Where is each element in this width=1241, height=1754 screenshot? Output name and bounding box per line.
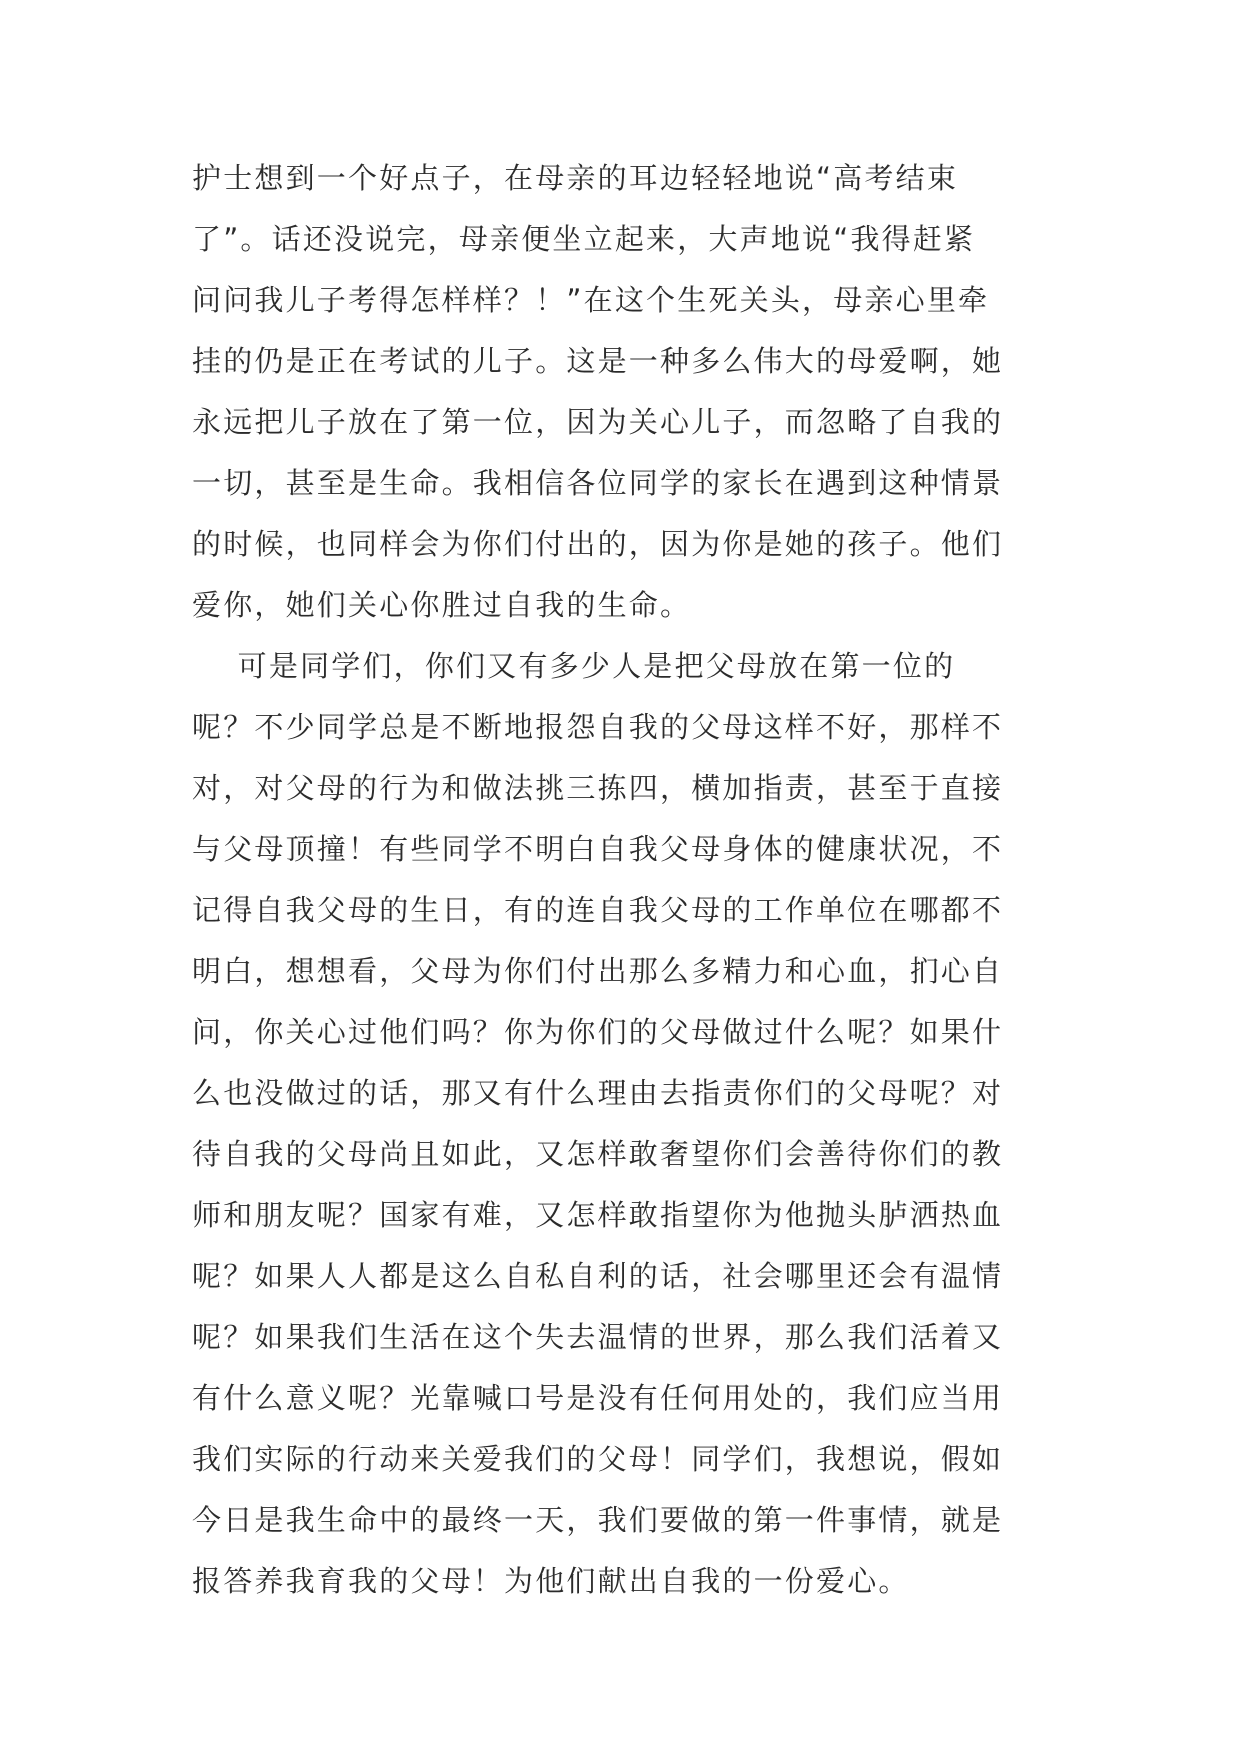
text-line: 我们实际的行动来关爱我们的父母！同学们，我想说，假如 xyxy=(192,1442,1004,1476)
text-line: 问问我儿子考得怎样样？！”在这个生死关头，母亲心里牵 xyxy=(192,283,990,317)
text-line: 报答养我育我的父母！为他们献出自我的一份爱心。 xyxy=(192,1564,910,1598)
text-line: 么也没做过的话，那又有什么理由去指责你们的父母呢？对 xyxy=(192,1076,1004,1110)
text-line: 呢？不少同学总是不断地报怨自我的父母这样不好，那样不 xyxy=(192,710,1004,744)
text-line: 呢？如果我们生活在这个失去温情的世界，那么我们活着又 xyxy=(192,1320,1004,1354)
text-line: 明白，想想看，父母为你们付出那么多精力和心血，扪心自 xyxy=(192,954,1004,988)
text-line: 与父母顶撞！有些同学不明白自我父母身体的健康状况，不 xyxy=(192,832,1004,866)
text-line: 待自我的父母尚且如此，又怎样敢奢望你们会善待你们的教 xyxy=(192,1137,1004,1171)
text-line: 永远把儿子放在了第一位，因为关心儿子，而忽略了自我的 xyxy=(192,405,1004,439)
text-line: 记得自我父母的生日，有的连自我父母的工作单位在哪都不 xyxy=(192,893,1004,927)
text-line: 的时候，也同样会为你们付出的，因为你是她的孩子。他们 xyxy=(192,527,1004,561)
text-line: 了”。话还没说完，母亲便坐立起来，大声地说“我得赶紧 xyxy=(192,222,976,256)
text-line: 爱你，她们关心你胜过自我的生命。 xyxy=(192,588,692,622)
document-body xyxy=(192,148,1049,1612)
text-line: 一切，甚至是生命。我相信各位同学的家长在遇到这种情景 xyxy=(192,466,1004,500)
text-line: 挂的仍是正在考试的儿子。这是一种多么伟大的母爱啊，她 xyxy=(192,344,1004,378)
text-line: 问，你关心过他们吗？你为你们的父母做过什么呢？如果什 xyxy=(192,1015,1004,1049)
paragraph-start-line: 可是同学们，你们又有多少人是把父母放在第一位的 xyxy=(192,649,956,683)
text-line: 有什么意义呢？光靠喊口号是没有任何用处的，我们应当用 xyxy=(192,1381,1004,1415)
text-line: 护士想到一个好点子，在母亲的耳边轻轻地说“高考结束 xyxy=(192,161,959,195)
text-line: 呢？如果人人都是这么自私自利的话，社会哪里还会有温情 xyxy=(192,1259,1004,1293)
text-line: 师和朋友呢？国家有难，又怎样敢指望你为他抛头胪洒热血 xyxy=(192,1198,1004,1232)
text-line: 对，对父母的行为和做法挑三拣四，横加指责，甚至于直接 xyxy=(192,771,1004,805)
text-line: 今日是我生命中的最终一天，我们要做的第一件事情，就是 xyxy=(192,1503,1004,1537)
